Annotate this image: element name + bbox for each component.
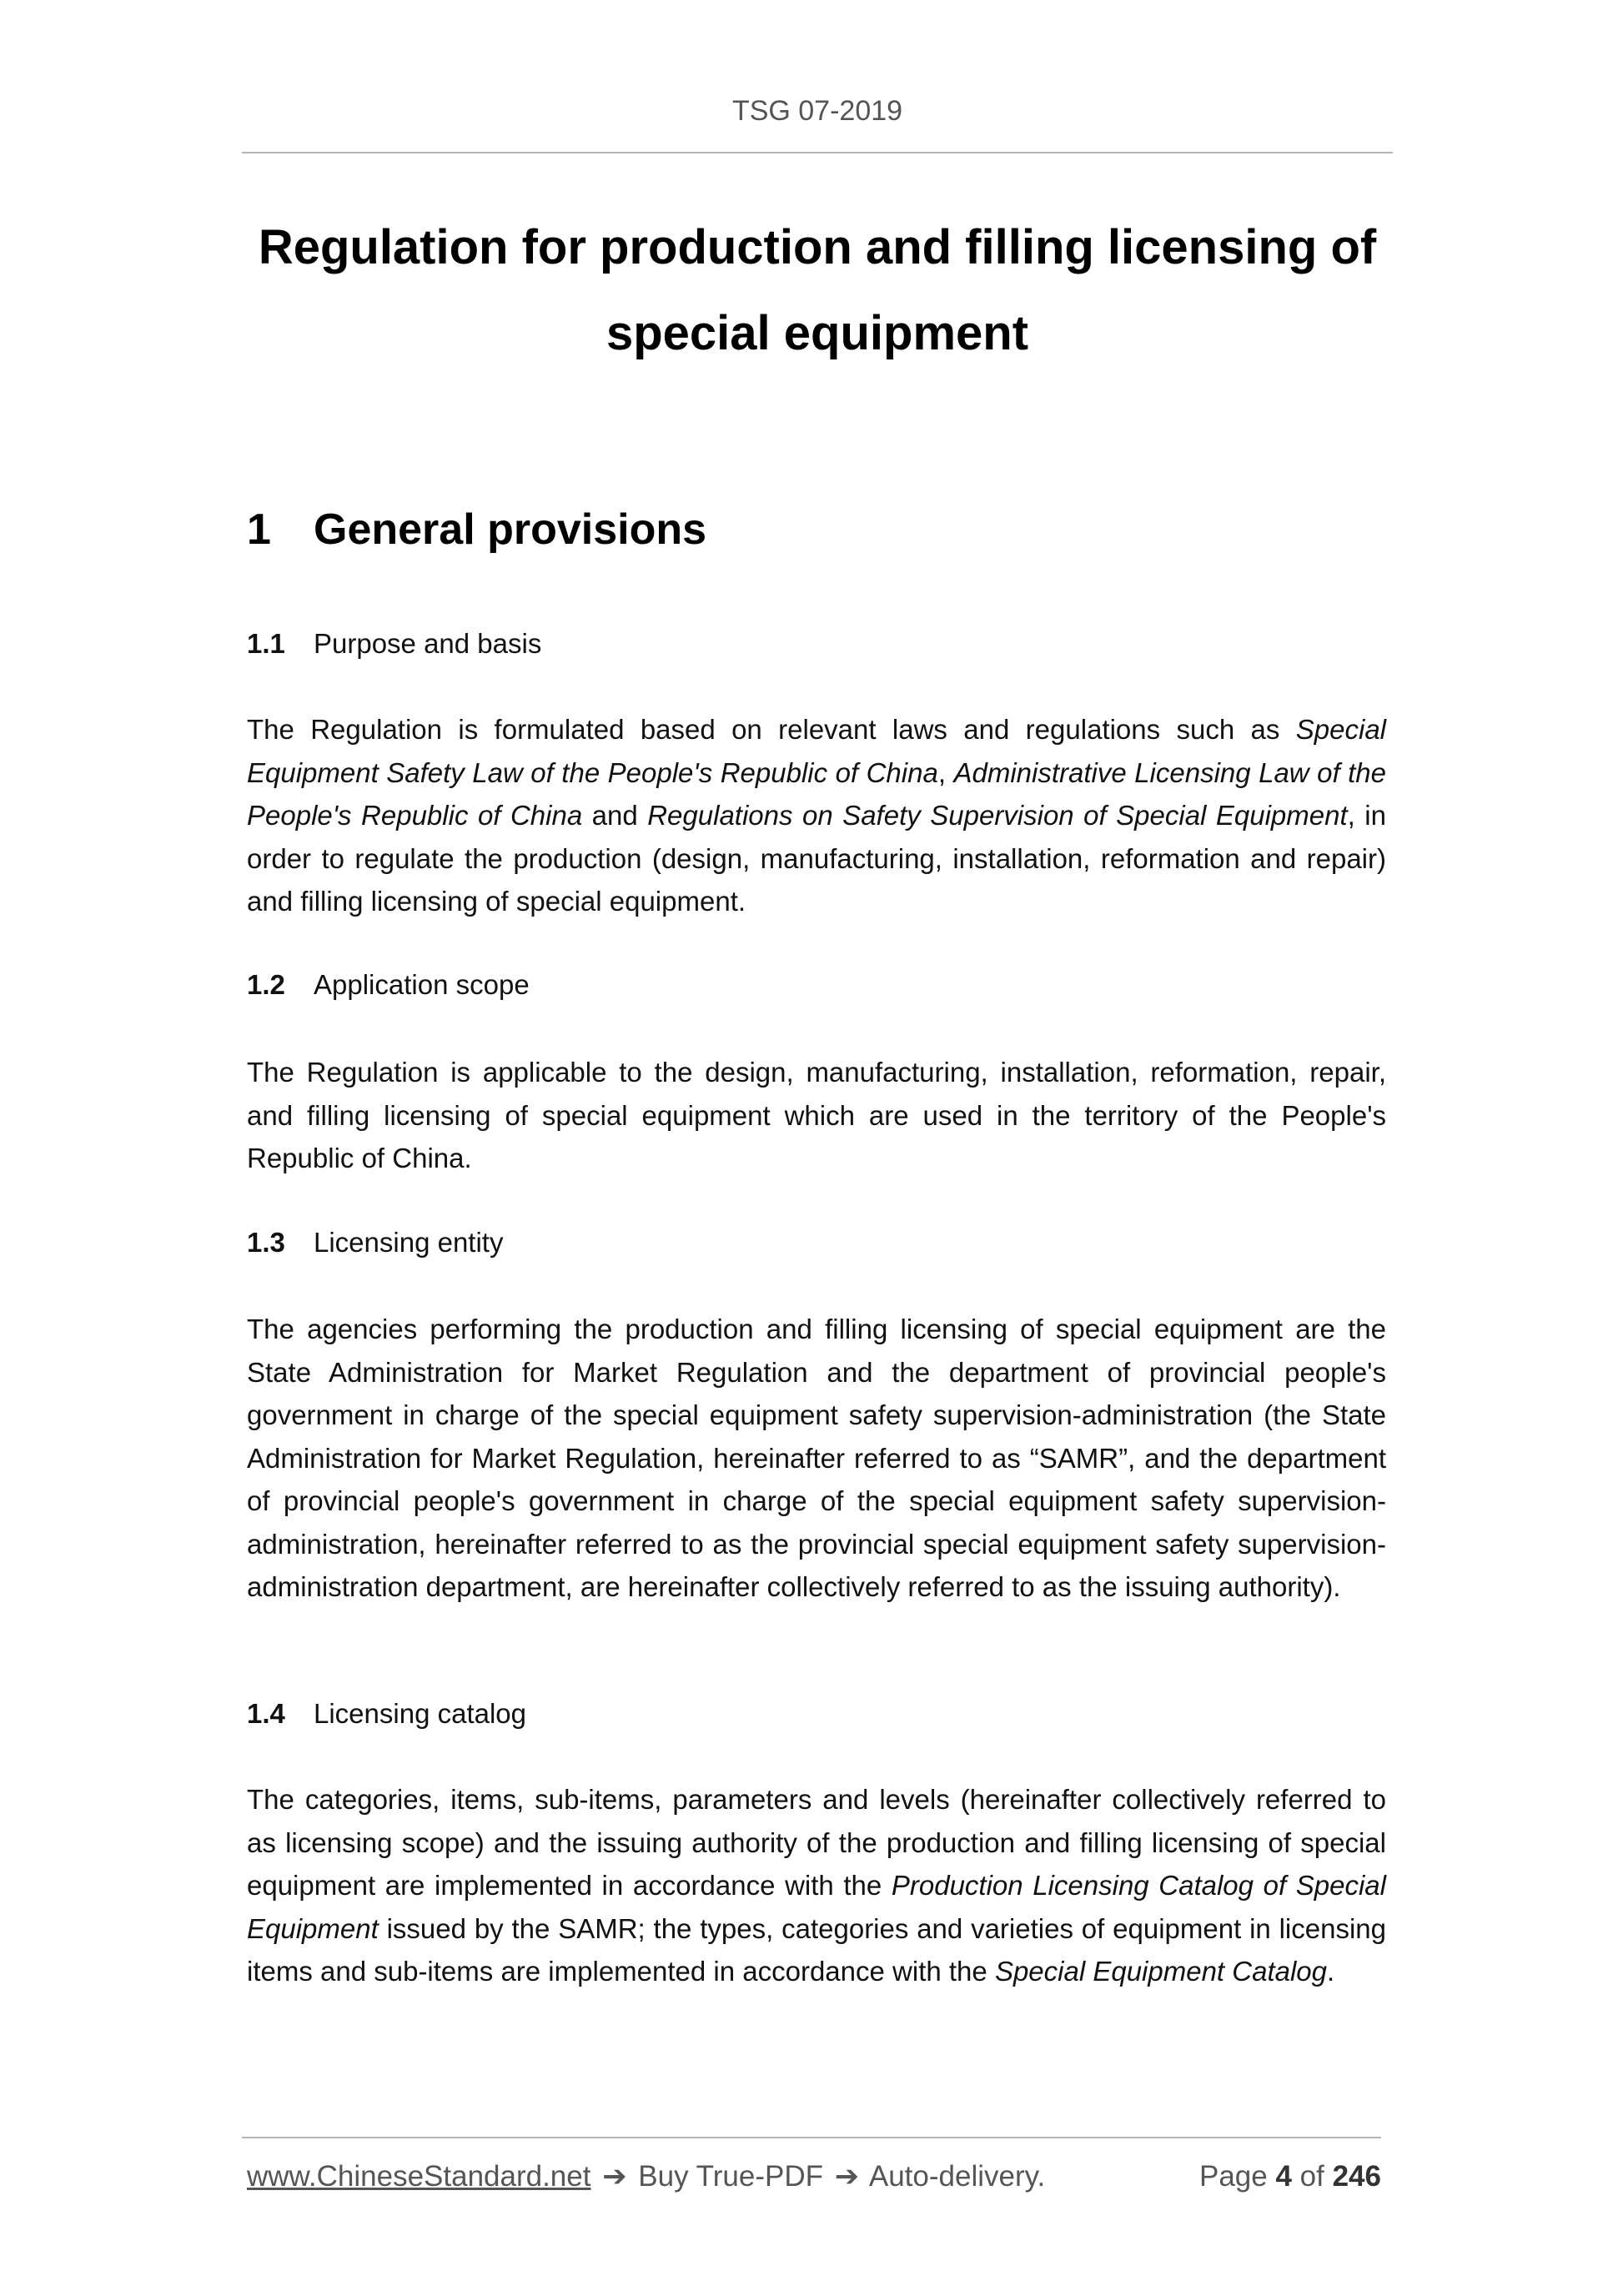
paragraph-text: . [1327,1956,1335,1987]
of-label: of [1299,2160,1324,2193]
paragraph-text: issued by the SAMR; the types, categories and varieties of equipment in licensing items and sub-items are implemented in accordance with the [247,1912,1386,1987]
subsection-heading-1-4 [247,1698,526,1730]
subsection-number: 1.1 [247,628,285,659]
arrow-right-icon: ➔ [834,2160,860,2193]
catalog-title: Production Licensing Catalog of Special Equipment [247,1870,1386,1944]
section-heading-general-provisions [247,505,706,555]
page-footer [247,2160,1381,2193]
subsection-title: Licensing entity [314,1227,504,1258]
paragraph-text: The agencies performing the production and filling licensing of special equipment are the State Administration for Market Regulation and the department of provincial people's government in charge of the special equipment safety supervision-administration (the State Administration for Market Regulation, hereinafter referred to as “SAMR”, and the department of provincial people's government in charge of the special equipment safety supervision-administration, hereinafter referred to as the provincial special equipment safety supervision-administration department, are hereinafter collectively referred to as the issuing authority). [247,1314,1386,1602]
subsection-title: Application scope [314,969,530,1000]
paragraph-licensing-catalog [247,1778,1386,1993]
chinese-standard-link[interactable]: www.ChineseStandard.net [247,2160,591,2193]
footer-divider [242,2137,1381,2138]
page-number: 4 [1275,2160,1292,2193]
subsection-title: Licensing catalog [314,1698,527,1729]
page-label: Page [1198,2160,1268,2193]
running-header-doc-code: TSG 07-2019 [731,95,903,127]
paragraph-purpose-and-basis [247,708,1386,923]
paragraph-text: , in order to regulate the production (design, manufacturing, installation, reformation and repair) and filling licensing of special equipment. [247,800,1386,917]
subsection-number: 1.2 [247,969,285,1000]
paragraph-text: The categories, items, sub-items, parameters and levels (hereinafter collectively referred to as licensing scope) and the issuing authority of the production and filling licensing of special equipment are implemented in accordance with the [247,1784,1386,1901]
subsection-number: 1.4 [247,1698,285,1729]
header-divider [242,152,1393,153]
auto-delivery-text: Auto-delivery. [868,2160,1046,2193]
subsection-number: 1.3 [247,1227,285,1258]
subsection-title: Purpose and basis [314,628,542,659]
regulation-title: Regulations on Safety Supervision of Special Equipment [647,800,1348,831]
document-title [242,204,1393,376]
arrow-right-icon: ➔ [602,2160,627,2193]
law-title: Administrative Licensing Law of the People's Republic of China [247,756,1386,831]
paragraph-text: The Regulation is formulated based on relevant laws and regulations such as [247,714,1296,745]
document-title-line1: Regulation for production and filling licensing of [258,220,1377,274]
subsection-heading-1-3 [247,1227,503,1259]
paragraph-text: , [937,756,954,788]
section-title: General provisions [314,505,707,554]
page-indicator [1199,2160,1381,2193]
document-title-line2: special equipment [605,306,1029,360]
catalog-title: Special Equipment Catalog [994,1956,1328,1987]
page-total: 246 [1332,2160,1381,2193]
section-number: 1 [247,505,271,554]
paragraph-licensing-entity [247,1308,1386,1609]
subsection-heading-1-2 [247,969,530,1001]
buy-true-pdf-text: Buy True-PDF [638,2160,823,2193]
law-title: Special Equipment Safety Law of the People's Republic of China [247,714,1386,788]
paragraph-text: The Regulation is applicable to the design, manufacturing, installation, reformation, repair, and filling licensing of special equipment which are used in the territory of the People's Republic of China. [247,1057,1386,1173]
subsection-heading-1-1 [247,628,541,660]
paragraph-text: and [582,800,648,831]
paragraph-application-scope [247,1051,1386,1180]
